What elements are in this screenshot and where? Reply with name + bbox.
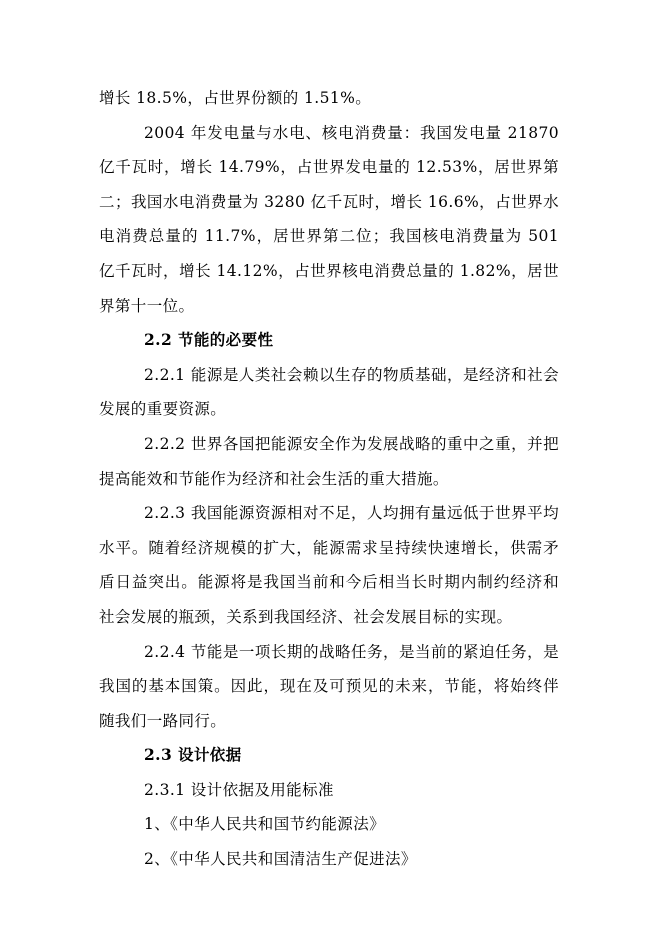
paragraph-2-2-4: 2.2.4 节能是一项长期的战略任务，是当前的紧迫任务，是我国的基本国策。因此，现在及可预见的未来，节能，将始终伴随我们一路同行。 (99, 642, 559, 730)
paragraph-2-2-2: 2.2.2 世界各国把能源安全作为发展战略的重中之重，并把提高能效和节能作为经济和社会生活的重大措施。 (99, 434, 559, 488)
paragraph-2004-power: 2004 年发电量与水电、核电消费量：我国发电量 21870 亿千瓦时，增长 14.79%，占世界发电量的 12.53%，居世界第二；我国水电消费量为 3280 亿千瓦时，增长 16.6%，占世界水电消费总量的 11.7%，居世界第二位；我国核电消费量为 501 亿千瓦时，增长 14.12%，占世界核电消费总量的 1.82%，居世界第十一位。 (99, 123, 559, 315)
paragraph-2-2-3: 2.2.3 我国能源资源相对不足，人均拥有量远低于世界平均水平。随着经济规模的扩大，能源需求呈持续快速增长，供需矛盾日益突出。能源将是我国当前和今后相当长时期内制约经济和社会发展的瓶颈，关系到我国经济、社会发展目标的实现。 (99, 504, 559, 626)
paragraph-growth-share: 增长 18.5%，占世界份额的 1.51%。 (99, 89, 372, 107)
document-body (99, 81, 559, 877)
section-heading-2-3: 2.3 设计依据 (144, 745, 242, 765)
section-heading-2-2: 2.2 节能的必要性 (144, 330, 274, 350)
paragraph-2-2-1: 2.2.1 能源是人类社会赖以生存的物质基础，是经济和社会发展的重要资源。 (99, 365, 559, 419)
list-item-energy-law: 1、《中华人民共和国节约能源法》 (144, 815, 386, 834)
list-item-clean-production-law: 2、《中华人民共和国清洁生产促进法》 (144, 850, 417, 869)
paragraph-2-3-1: 2.3.1 设计依据及用能标准 (144, 780, 334, 799)
